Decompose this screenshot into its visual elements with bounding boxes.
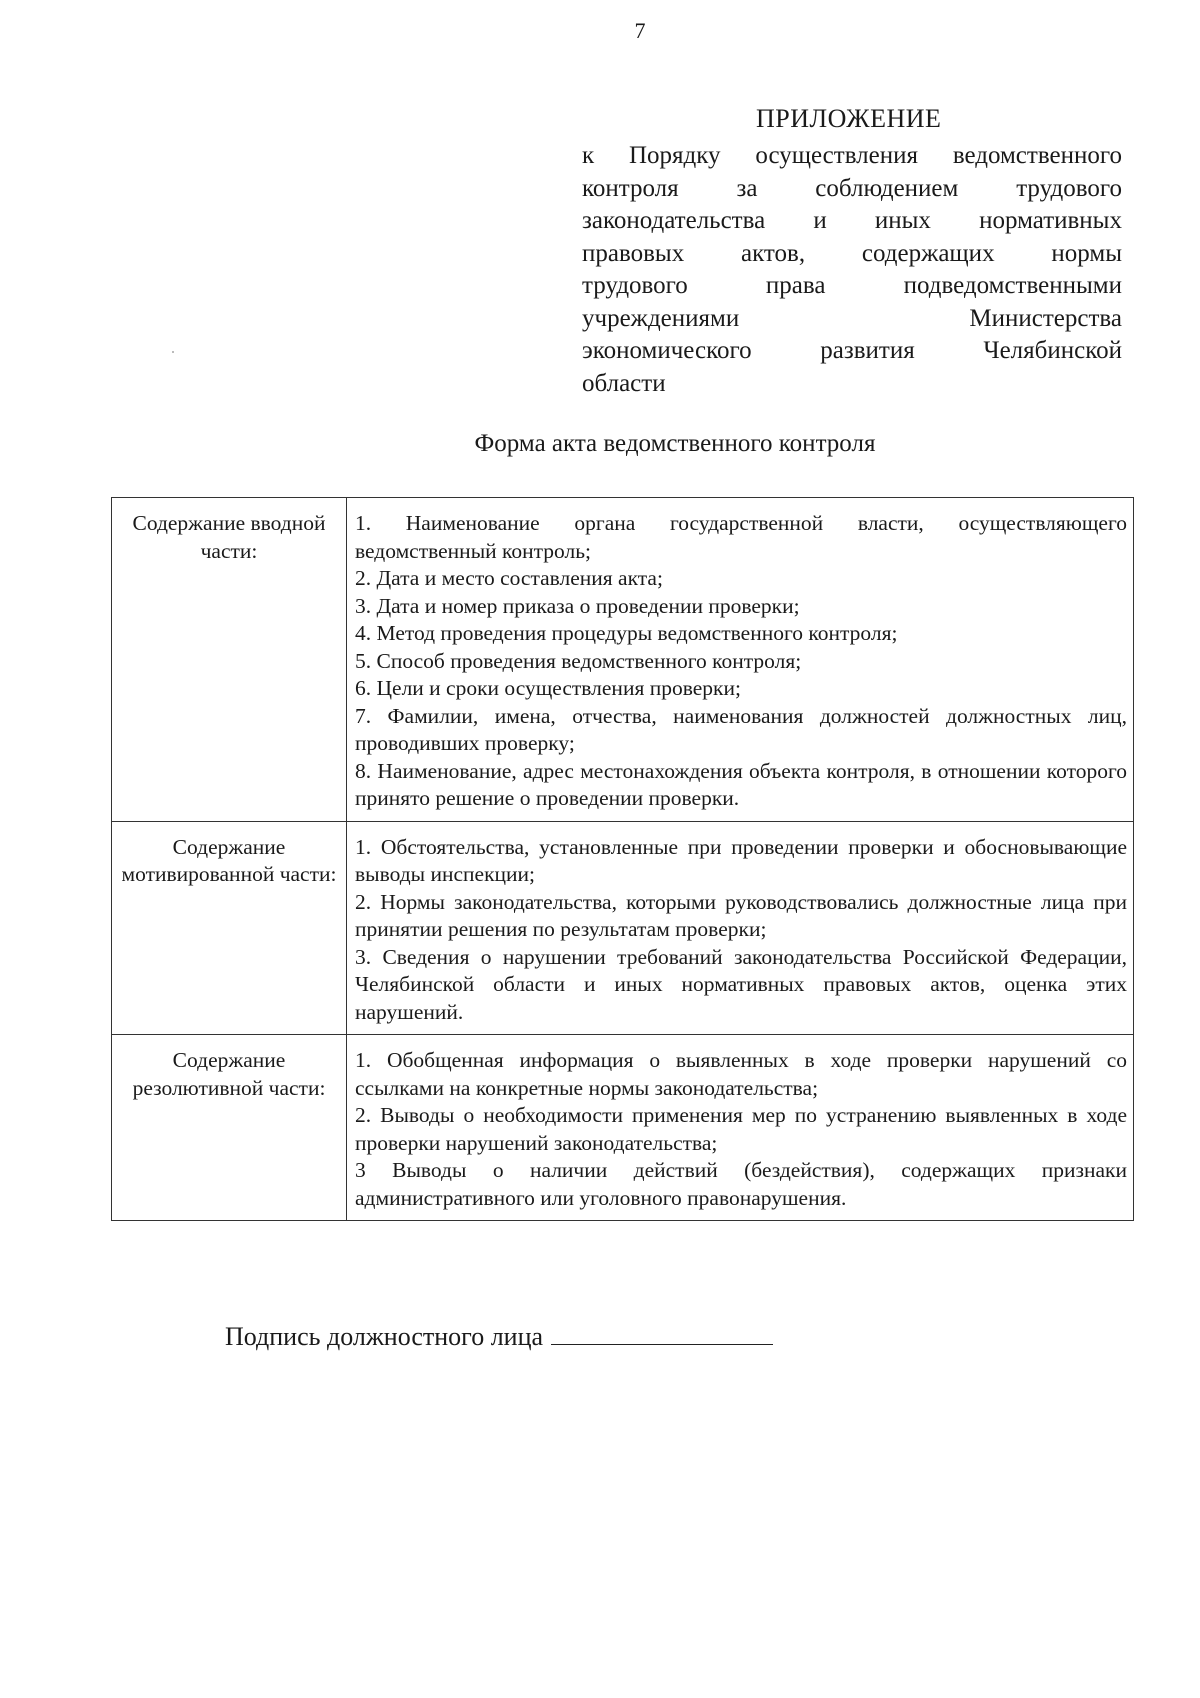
appendix-word: Челябинской: [983, 337, 1122, 364]
list-item: 5. Способ проведения ведомственного контроля;: [355, 648, 802, 673]
list-item: 2. Нормы законодательства, которыми руководствовались должностные лица при принятии решения по результатам проверки;: [355, 889, 1127, 941]
appendix-line: [582, 238, 1122, 271]
section-content: [347, 498, 1134, 822]
appendix-line: [582, 173, 1122, 206]
appendix-line: [582, 303, 1122, 336]
appendix-word: Порядку: [628, 142, 721, 169]
appendix-word: Министерства: [969, 304, 1122, 332]
appendix-line: [582, 270, 1122, 303]
signature-label: Подпись должностного лица: [225, 1322, 544, 1351]
appendix-word: и: [813, 207, 827, 234]
appendix-word: иных: [874, 207, 931, 234]
appendix-word: права: [765, 272, 826, 299]
appendix-word: трудового: [582, 272, 688, 299]
list-item: 8. Наименование, адрес местонахождения объекта контроля, в отношении которого принято решение о проведении проверки.: [355, 758, 1127, 810]
appendix-title: ПРИЛОЖЕНИЕ: [756, 104, 942, 133]
act-form-table: [111, 497, 1134, 1221]
appendix-word: законодательства: [582, 207, 766, 234]
appendix-word: содержащих: [861, 239, 995, 267]
section-label: Содержание вводной части:: [112, 498, 347, 822]
appendix-word: подведомственными: [903, 272, 1122, 299]
appendix-word: к: [582, 142, 595, 169]
form-title: Форма акта ведомственного контроля: [474, 430, 876, 457]
appendix-word: соблюдением: [815, 174, 959, 202]
appendix-word: трудового: [1016, 174, 1122, 202]
list-item: 1. Обстоятельства, установленные при проведении проверки и обосновывающие выводы инспекции;: [355, 834, 1127, 886]
signature-line[interactable]: [551, 1322, 773, 1345]
appendix-word: области: [582, 369, 666, 397]
appendix-word: правовых: [582, 239, 685, 267]
list-item: 3. Сведения о нарушении требований законодательства Российской Федерации, Челябинской области и иных нормативных правовых актов, оценка этих нарушений.: [355, 944, 1127, 1024]
appendix-word: нормативных: [979, 207, 1122, 234]
list-item: 3 Выводы о наличии действий (бездействия), содержащих признаки административного или уголовного правонарушения.: [355, 1158, 1127, 1210]
appendix-line: [582, 335, 1122, 368]
appendix-word: осуществления: [755, 142, 919, 169]
list-item: 2. Выводы о необходимости применения мер по устранению выявленных в ходе проверки нарушений законодательства;: [355, 1103, 1127, 1155]
section-content: [347, 1035, 1134, 1221]
list-item: 7. Фамилии, имена, отчества, наименования должностей должностных лиц, проводивших проверку;: [355, 703, 1127, 755]
section-label: Содержание резолютивной части:: [112, 1035, 347, 1221]
table-row: [112, 821, 1134, 1035]
appendix-word: за: [736, 174, 758, 202]
appendix-line: [582, 368, 1122, 401]
appendix-word: актов,: [741, 239, 806, 267]
scan-speck: [172, 351, 174, 353]
appendix-body: [582, 140, 1122, 400]
appendix-word: развития: [820, 337, 915, 364]
appendix-line: [582, 205, 1122, 238]
appendix-word: учреждениями: [582, 304, 740, 332]
section-label: Содержание мотивированной части:: [112, 821, 347, 1035]
appendix-word: экономического: [582, 337, 752, 364]
appendix-word: контроля: [582, 174, 679, 202]
appendix-line: [582, 140, 1122, 173]
list-item: 3. Дата и номер приказа о проведении проверки;: [355, 593, 800, 618]
table-row: [112, 1035, 1134, 1221]
list-item: 2. Дата и место составления акта;: [355, 566, 663, 590]
list-item: 1. Обобщенная информация о выявленных в ходе проверки нарушений со ссылками на конкретные нормы законодательства;: [355, 1048, 1127, 1100]
list-item: 6. Цели и сроки осуществления проверки;: [355, 676, 741, 700]
list-item: 1. Наименование органа государственной власти, осуществляющего ведомственный контроль;: [355, 511, 1127, 563]
table-row: [112, 498, 1134, 822]
signature-block: [225, 1322, 773, 1352]
appendix-word: нормы: [1051, 239, 1122, 267]
section-content: [347, 821, 1134, 1035]
appendix-word: ведомственного: [952, 142, 1122, 169]
page-number: 7: [634, 18, 646, 43]
list-item: 4. Метод проведения процедуры ведомственного контроля;: [355, 621, 898, 645]
